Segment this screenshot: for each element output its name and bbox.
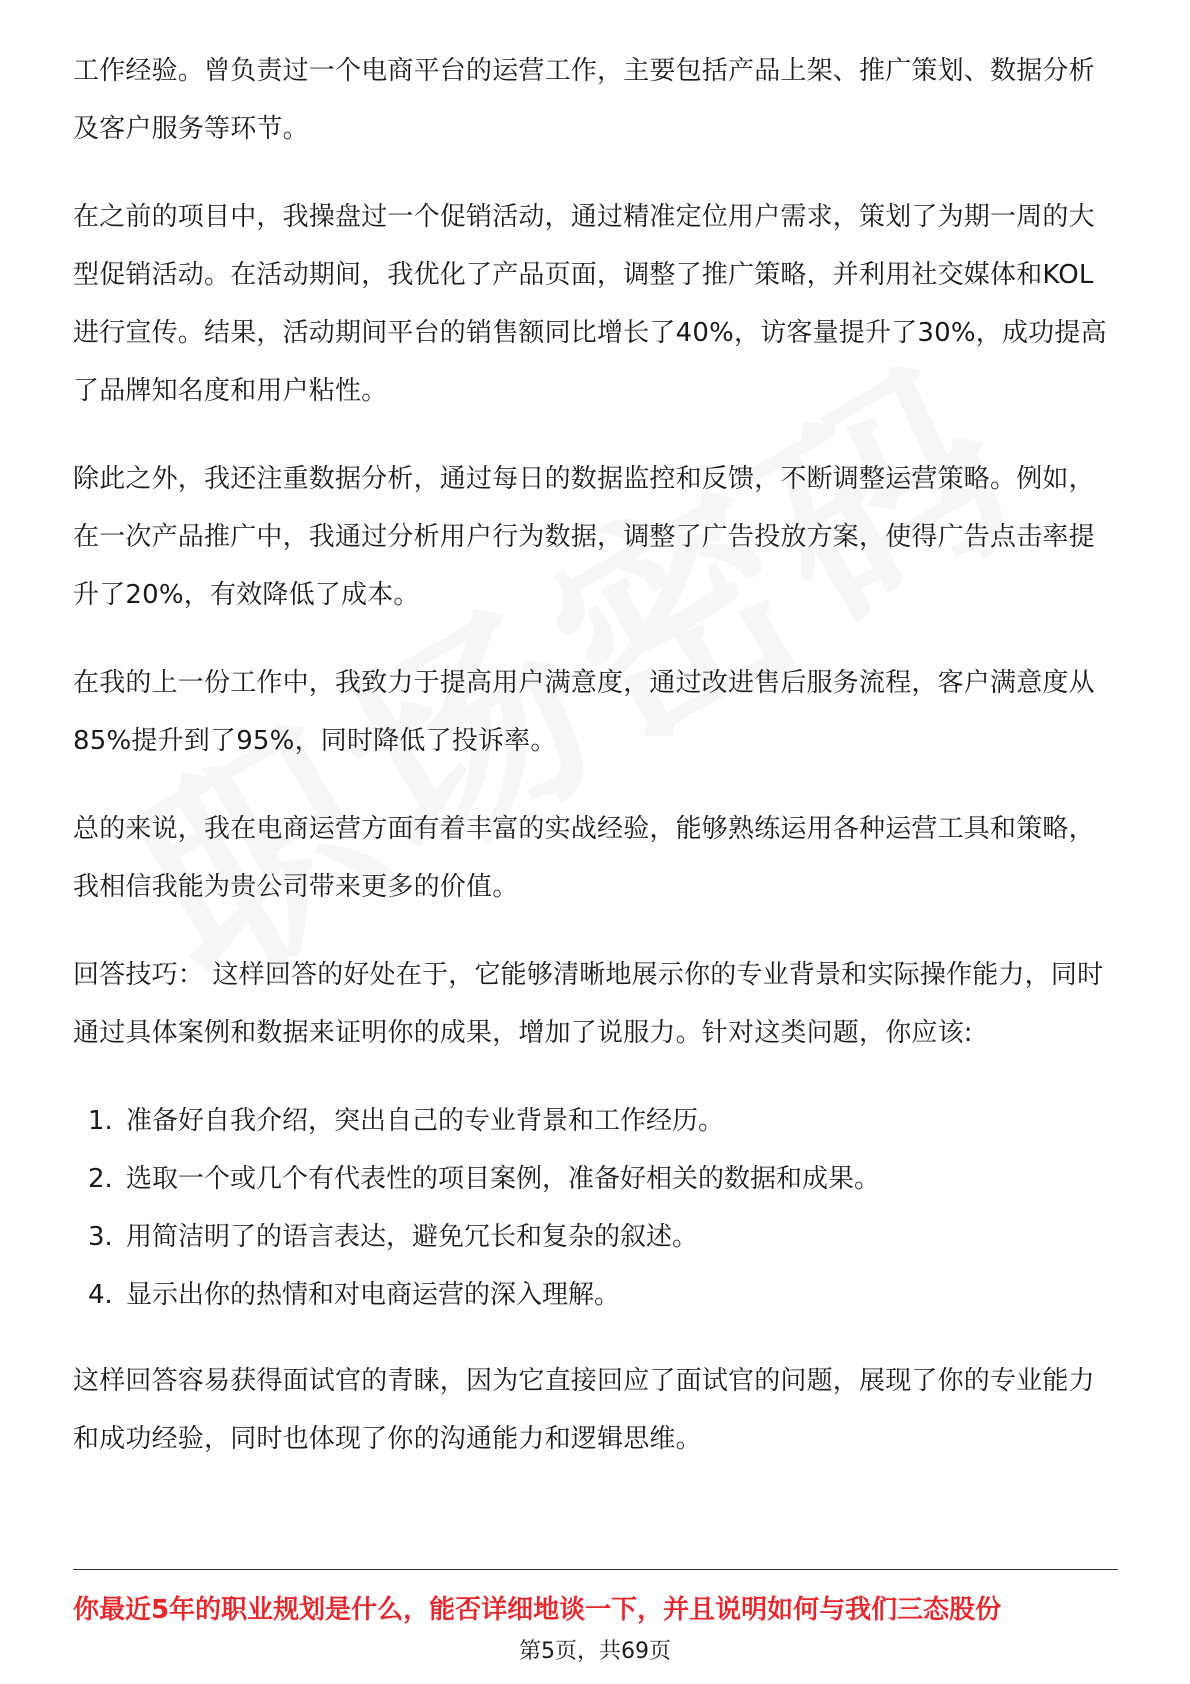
tips-list <box>73 1092 1118 1324</box>
list-item-number: 3. <box>88 1222 113 1252</box>
page-number: 第5页，共69页 <box>519 1639 671 1664</box>
list-item-number: 4. <box>88 1280 113 1310</box>
list-item <box>73 1266 1118 1324</box>
list-item-number: 1. <box>88 1106 113 1136</box>
list-item-number: 2. <box>88 1164 113 1194</box>
paragraph-closing: 这样回答容易获得面试官的青睐，因为它直接回应了面试官的问题，展现了你的专业能力和成功经验，同时也体现了你的沟通能力和逻辑思维。 <box>73 1366 1095 1454</box>
list-item <box>73 1092 1118 1150</box>
list-item <box>73 1150 1118 1208</box>
paragraph-data-analysis: 除此之外，我还注重数据分析，通过每日的数据监控和反馈，不断调整运营策略。例如，在一次产品推广中，我通过分析用户行为数据，调整了广告投放方案，使得广告点击率提升了20%，有效降低了成本。 <box>73 464 1095 610</box>
paragraph-experience-intro: 工作经验。曾负责过一个电商平台的运营工作，主要包括产品上架、推广策划、数据分析及客户服务等环节。 <box>73 56 1095 144</box>
list-item-text: 准备好自我介绍，突出自己的专业背景和工作经历。 <box>126 1106 725 1136</box>
paragraph-answer-tips: 回答技巧： 这样回答的好处在于，它能够清晰地展示你的专业背景和实际操作能力，同时通过具体案例和数据来证明你的成果，增加了说服力。针对这类问题，你应该: <box>73 960 1104 1048</box>
list-item <box>73 1208 1118 1266</box>
document-body <box>73 42 1118 1498</box>
list-item-text: 用简洁明了的语言表达，避免冗长和复杂的叙述。 <box>126 1222 699 1252</box>
paragraph-summary: 总的来说，我在电商运营方面有着丰富的实战经验，能够熟练运用各种运营工具和策略，我相信我能为贵公司带来更多的价值。 <box>73 814 1095 902</box>
next-question-heading: 你最近5年的职业规划是什么，能否详细地谈一下，并且说明如何与我们三态股份 <box>73 1595 1002 1625</box>
paragraph-promotion-project: 在之前的项目中，我操盘过一个促销活动，通过精准定位用户需求，策划了为期一周的大型促销活动。在活动期间，我优化了产品页面，调整了推广策略，并利用社交媒体和KOL进行宣传。结果，活动期间平台的销售额同比增长了40%，访客量提升了30%，成功提高了品牌知名度和用户粘性。 <box>73 202 1107 406</box>
paragraph-customer-satisfaction: 在我的上一份工作中，我致力于提高用户满意度，通过改进售后服务流程，客户满意度从85%提升到了95%，同时降低了投诉率。 <box>73 668 1095 756</box>
list-item-text: 显示出你的热情和对电商运营的深入理解。 <box>126 1280 621 1310</box>
section-divider <box>73 1569 1118 1570</box>
list-item-text: 选取一个或几个有代表性的项目案例，准备好相关的数据和成果。 <box>126 1164 881 1194</box>
